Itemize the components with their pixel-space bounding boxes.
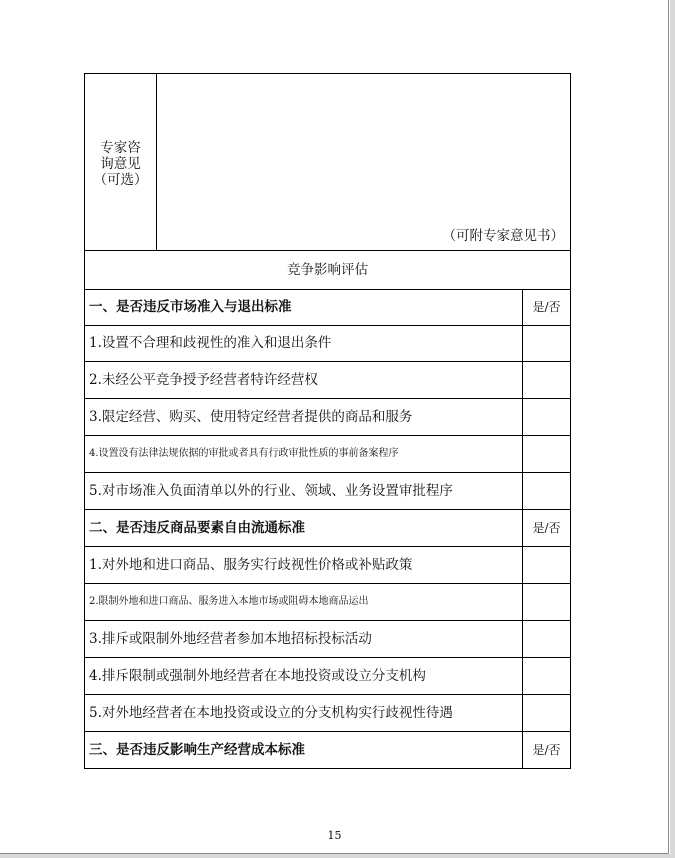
expert-label-line: 询意见: [100, 155, 141, 172]
criterion-text: 5.对外地经营者在本地投资或设立的分支机构实行歧视性待遇: [85, 695, 523, 732]
expert-opinion-row: [85, 74, 571, 251]
yes-no-cell[interactable]: [523, 658, 571, 695]
yes-no-cell[interactable]: [523, 621, 571, 658]
table-row: [85, 695, 571, 732]
section-header-row: [85, 732, 571, 769]
criterion-text: 3.排斥或限制外地经营者参加本地招标投标活动: [85, 621, 523, 658]
table-row: [85, 436, 571, 473]
expert-opinion-label: [85, 74, 157, 251]
yes-no-cell[interactable]: [523, 362, 571, 399]
assessment-title-row: [85, 251, 571, 290]
table-row: [85, 547, 571, 584]
page-number: 15: [327, 829, 342, 842]
criterion-text: 3.限定经营、购买、使用特定经营者提供的商品和服务: [85, 399, 523, 436]
table-row: [85, 362, 571, 399]
section-header-row: [85, 290, 571, 326]
section-title: 三、是否违反影响生产经营成本标准: [85, 732, 523, 769]
section-header-row: [85, 510, 571, 547]
section-title: 一、是否违反市场准入与退出标准: [85, 290, 523, 326]
table-row: [85, 326, 571, 362]
criterion-text: 1.对外地和进口商品、服务实行歧视性价格或补贴政策: [85, 547, 523, 584]
criterion-text: 2.未经公平竞争授予经营者特许经营权: [85, 362, 523, 399]
yes-no-cell[interactable]: [523, 436, 571, 473]
yes-no-header: 是/否: [523, 732, 571, 769]
yes-no-cell[interactable]: [523, 695, 571, 732]
expert-label-line: （可选）: [93, 172, 148, 189]
table-row: [85, 621, 571, 658]
expert-opinion-content[interactable]: [157, 74, 571, 251]
viewer-background-bottom: [0, 854, 675, 858]
yes-no-cell[interactable]: [523, 584, 571, 621]
table-row: [85, 473, 571, 510]
table-row: [85, 584, 571, 621]
yes-no-cell[interactable]: [523, 326, 571, 362]
table-row: [85, 658, 571, 695]
criterion-text: 2.限制外地和进口商品、服务进入本地市场或阻碍本地商品运出: [85, 584, 523, 621]
criterion-text: 1.设置不合理和歧视性的准入和退出条件: [85, 326, 523, 362]
criterion-text: 4.排斥限制或强制外地经营者在本地投资或设立分支机构: [85, 658, 523, 695]
yes-no-header: 是/否: [523, 290, 571, 326]
yes-no-cell[interactable]: [523, 547, 571, 584]
table-row: [85, 399, 571, 436]
yes-no-header: 是/否: [523, 510, 571, 547]
section-title: 二、是否违反商品要素自由流通标准: [85, 510, 523, 547]
criterion-text: 5.对市场准入负面清单以外的行业、领域、业务设置审批程序: [85, 473, 523, 510]
yes-no-cell[interactable]: [523, 399, 571, 436]
expert-label-line: 专家咨: [100, 139, 141, 156]
criterion-text: 4.设置没有法律法规依据的审批或者具有行政审批性质的事前备案程序: [85, 436, 523, 473]
expert-opinion-note: （可附专家意见书）: [442, 227, 564, 244]
yes-no-cell[interactable]: [523, 473, 571, 510]
competition-review-table: [84, 73, 571, 769]
assessment-title: 竞争影响评估: [85, 251, 571, 290]
viewer-background-right: [670, 0, 675, 858]
